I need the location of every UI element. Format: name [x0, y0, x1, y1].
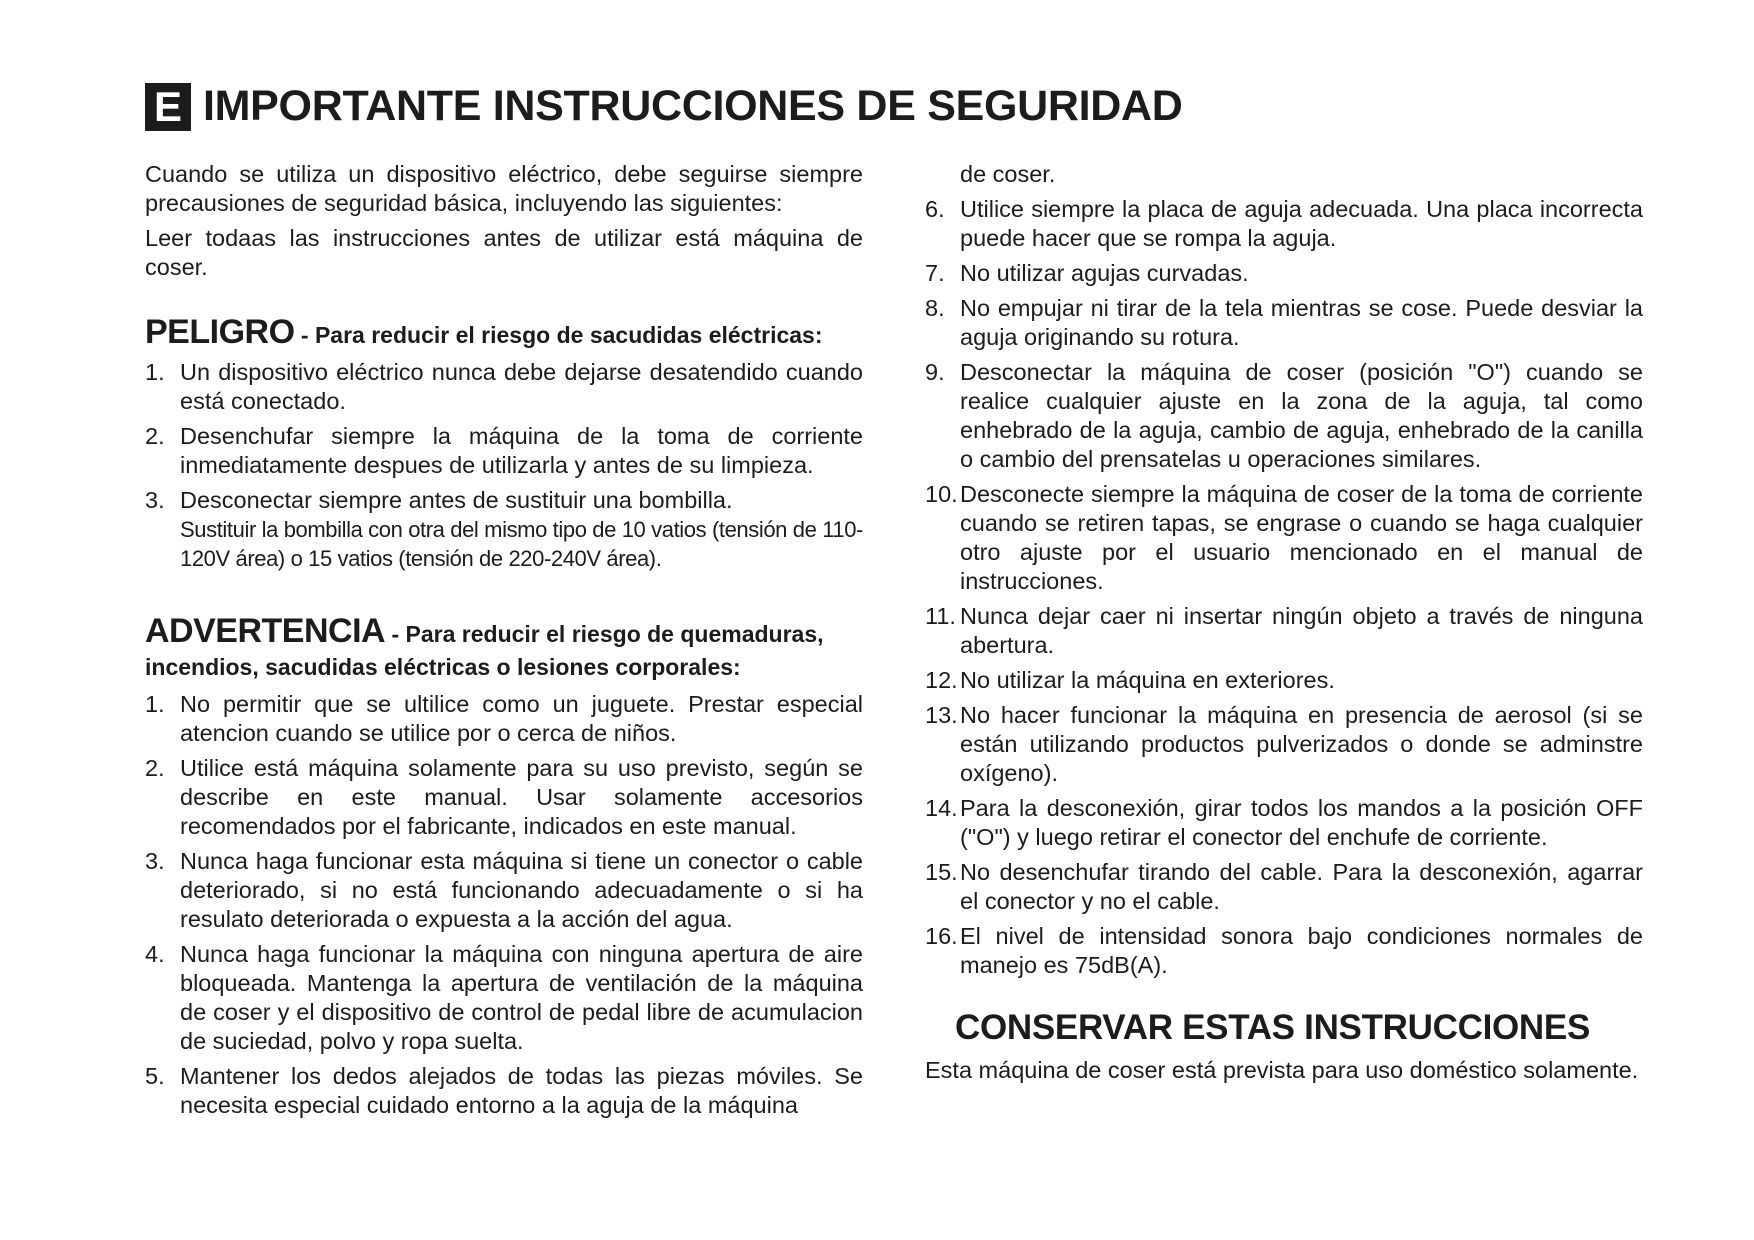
peligro-title: PELIGRO — [145, 313, 295, 351]
item-text: Nunca haga funcionar la máquina con ninguna apertura de aire bloqueada. Mantenga la apertura de ventilación de la máquina de coser y el dispositivo de control de pedal libre de acumulacion de suciedad, polvo y ropa suelta. — [180, 941, 863, 1054]
item-text: No hacer funcionar la máquina en presencia de aerosol (si se están utilizando productos pulverizados o donde se adminstre oxígeno). — [960, 702, 1643, 786]
conservar-text: Esta máquina de coser está prevista para uso doméstico solamente. — [925, 1057, 1639, 1083]
item-text: Nunca dejar caer ni insertar ningún objeto a través de ninguna abertura. — [960, 603, 1643, 658]
item-number: 10. — [925, 481, 958, 507]
list-item — [925, 666, 1643, 695]
left-column — [145, 160, 863, 1126]
advertencia-title: ADVERTENCIA — [145, 612, 386, 650]
item-continuation: de coser. — [960, 161, 1056, 187]
list-item — [925, 922, 1643, 980]
language-badge: E — [145, 83, 191, 131]
list-item — [925, 294, 1643, 352]
intro-paragraph-1: Cuando se utiliza un dispositivo eléctrico, debe seguirse siempre precausiones de seguridad básica, incluyendo las siguientes: — [145, 161, 863, 216]
item-text: Utilice está máquina solamente para su uso previsto, según se describe en este manual. Usar solamente accesorios recomendados por el fabricante, indicados en este manual. — [180, 755, 863, 839]
item-number: 3. — [145, 487, 165, 513]
intro-paragraph-2: Leer todaas las instrucciones antes de utilizar está máquina de coser. — [145, 225, 863, 280]
peligro-subtitle: - Para reducir el riesgo de sacudidas eléctricas: — [294, 322, 823, 348]
item-number: 4. — [145, 941, 165, 967]
item-text: No utilizar agujas curvadas. — [960, 260, 1249, 286]
item-text-extra: Sustituir la bombilla con otra del mismo tipo de 10 vatios (tensión de 110-120V área) o 15 vatios (tensión de 220-240V área). — [180, 517, 863, 571]
item-number: 6. — [925, 196, 945, 222]
item-text: Desenchufar siempre la máquina de la toma de corriente inmediatamente despues de utilizarla y antes de su limpieza. — [180, 423, 863, 478]
list-item — [145, 422, 863, 480]
page-title: IMPORTANTE INSTRUCCIONES DE SEGURIDAD — [203, 82, 1183, 130]
item-text: No permitir que se ultilice como un juguete. Prestar especial atencion cuando se utilice por o cerca de niños. — [180, 691, 863, 746]
item-number: 7. — [925, 260, 945, 286]
item-number: 2. — [145, 423, 165, 449]
list-item — [925, 858, 1643, 916]
item-text: No desenchufar tirando del cable. Para la desconexión, agarrar el conector y no el cable. — [960, 859, 1643, 914]
advertencia-heading — [145, 612, 863, 684]
right-column — [925, 160, 1643, 1091]
item-number: 9. — [925, 359, 945, 385]
list-item — [145, 1062, 863, 1120]
item-text: No utilizar la máquina en exteriores. — [960, 667, 1335, 693]
list-item — [145, 358, 863, 416]
item-text: Desconectar la máquina de coser (posición "O") cuando se realice cualquier ajuste en la zona de la aguja, tal como enhebrado de la aguja, cambio de aguja, enhebrado de la canilla o cambio del prensatelas u operaciones similares. — [960, 359, 1643, 472]
item-text: No empujar ni tirar de la tela mientras se cose. Puede desviar la aguja originando su rotura. — [960, 295, 1643, 350]
advertencia-subtitle: - Para reducir el riesgo de quemaduras, incendios, sacudidas eléctricas o lesiones corporales: — [145, 621, 824, 680]
item-text: Para la desconexión, girar todos los mandos a la posición OFF ("O") y luego retirar el conector del enchufe de corriente. — [960, 795, 1643, 850]
item-number: 5. — [145, 1063, 165, 1089]
list-item — [145, 486, 863, 573]
item-number: 1. — [145, 691, 165, 717]
list-item — [925, 794, 1643, 852]
item-number: 14. — [925, 795, 958, 821]
item-text: Un dispositivo eléctrico nunca debe dejarse desatendido cuando está conectado. — [180, 359, 863, 414]
item-number: 8. — [925, 295, 945, 321]
item-text: Desconecte siempre la máquina de coser de la toma de corriente cuando se retiren tapas, se engrase o cuando se haga cualquier otro ajuste por el usuario mencionado en el manual de instrucciones. — [960, 481, 1643, 594]
list-item — [145, 690, 863, 748]
item-text-main: Desconectar siempre antes de sustituir una bombilla. — [180, 487, 733, 513]
item-number: 13. — [925, 702, 958, 728]
item-text — [180, 486, 863, 573]
advertencia-list — [145, 690, 863, 1120]
list-item — [925, 602, 1643, 660]
list-item — [925, 701, 1643, 788]
item-number: 3. — [145, 848, 165, 874]
peligro-list — [145, 358, 863, 573]
peligro-heading — [145, 313, 863, 352]
item-number: 12. — [925, 667, 958, 693]
list-item — [925, 195, 1643, 253]
item-text: Mantener los dedos alejados de todas las piezas móviles. Se necesita especial cuidado entorno a la aguja de la máquina — [180, 1063, 863, 1118]
page-header — [145, 82, 1183, 131]
list-item — [925, 259, 1643, 288]
item-number: 16. — [925, 923, 958, 949]
item-text: Utilice siempre la placa de aguja adecuada. Una placa incorrecta puede hacer que se rompa la aguja. — [960, 196, 1643, 251]
list-item — [925, 480, 1643, 596]
list-item — [145, 754, 863, 841]
item-text: Nunca haga funcionar esta máquina si tiene un conector o cable deteriorado, si no está funcionando adecuadamente o si ha resulato deteriorada o expuesta a la acción del agua. — [180, 848, 863, 932]
item-number: 1. — [145, 359, 165, 385]
item-number: 15. — [925, 859, 958, 885]
advertencia-list-continued — [925, 195, 1643, 980]
list-item — [925, 358, 1643, 474]
item-number: 2. — [145, 755, 165, 781]
conservar-heading: CONSERVAR ESTAS INSTRUCCIONES — [955, 1008, 1590, 1047]
item-number: 11. — [925, 603, 956, 629]
item-text: El nivel de intensidad sonora bajo condiciones normales de manejo es 75dB(A). — [960, 923, 1643, 978]
list-item — [145, 940, 863, 1056]
list-item — [145, 847, 863, 934]
